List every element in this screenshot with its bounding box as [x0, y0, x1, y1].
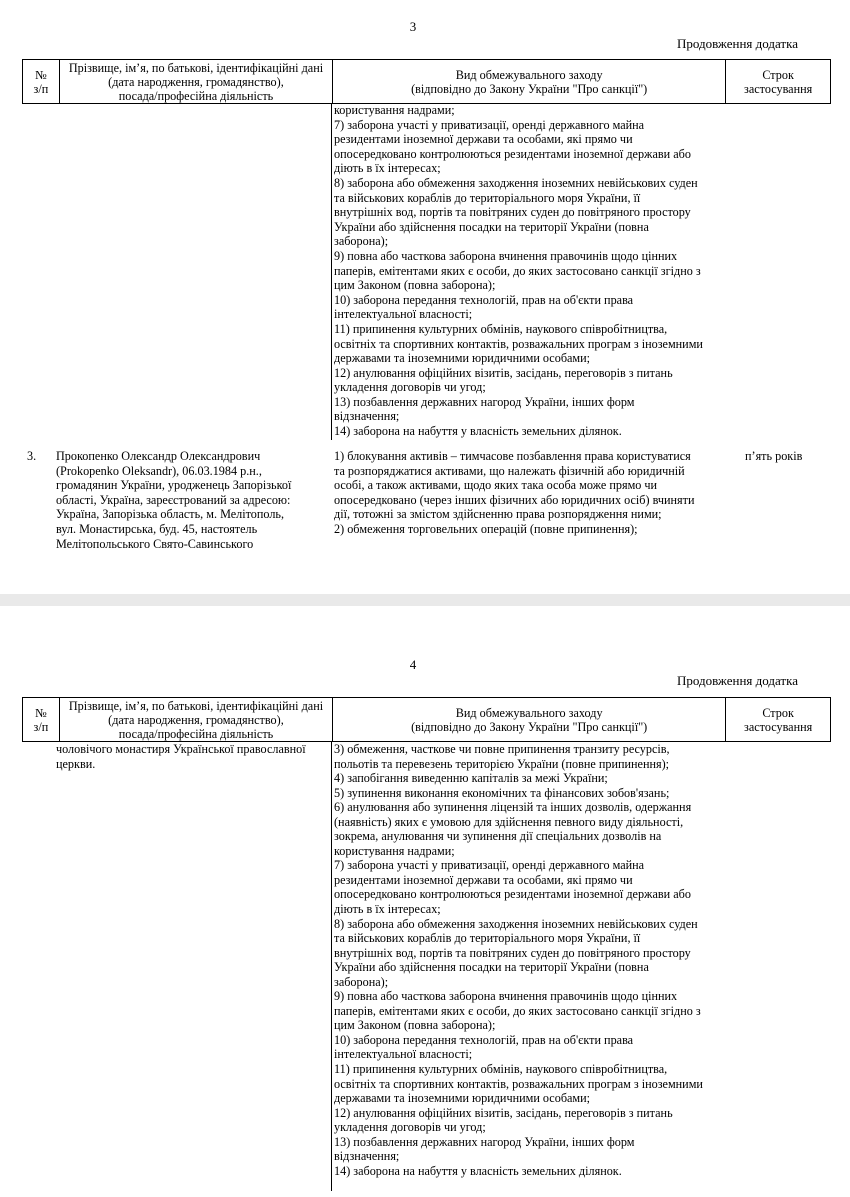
- entry-sanctions: 1) блокування активів – тимчасове позбавлення права користуватися та розпоряджатися активами, що належать фізичній або юридичній особі, а також активами, щодо яких така особа може прямо чи опосередковано (через інших фізичних або юридичних осіб) вчиняти дії, тотожні за змістом здійсненню права розпорядження ними; 2) обмеження торговельних операцій (повне припинення);: [334, 449, 695, 536]
- column-divider: [331, 741, 332, 1191]
- continuation-label: Продовження додатка: [677, 673, 798, 688]
- entry-term: п’ять років: [745, 449, 803, 463]
- continuation-label: Продовження додатка: [677, 36, 798, 51]
- header-name: Прізвище, ім’я, по батькові, ідентифікаційні дані (дата народження, громадянство), посада/професійна діяльність: [59, 698, 332, 742]
- header-term: Строк застосування: [726, 60, 831, 104]
- sanctions-list-continued: користування надрами; 7) заборона участі у приватизації, оренді державного майна резидентами іноземної держави та особами, які прямо чи опосередковано контролюються резидентами іноземної держави або діють в їх інтересах; 8) заборона або обмеження заходження іноземних невійськових суден та військових кораблів до територіального моря України, її внутрішніх вод, портів та повітряних суден до повітряного простору України або здійснення посадки на території України (повна заборона); 9) повна або часткова заборона вчинення правочинів щодо цінних паперів, емітентами яких є особи, до яких застосовано санкції згідно з цим Законом (повна заборона); 10) заборона передання технологій, прав на об'єкти права інтелектуальної власності; 11) припинення культурних обмінів, наукового співробітництва, освітніх та спортивних контактів, розважальних програм з іноземними державами та іноземними юридичними особами; 12) анулювання офіційних візитів, засідань, переговорів з питань укладення договорів чи угод; 13) позбавлення державних нагород України, інших форм відзначення; 14) заборона на набуття у власність земельних ділянок.: [334, 103, 703, 439]
- header-sanction-type: Вид обмежувального заходу (відповідно до Закону України "Про санкції"): [333, 60, 726, 104]
- sanctions-list-continued: 3) обмеження, часткове чи повне припинення транзиту ресурсів, польотів та перевезень територією України (повне припинення); 4) запобігання виведенню капіталів за межі України; 5) зупинення виконання економічних та фінансових зобов'язань; 6) анулювання або зупинення ліцензій та інших дозволів, одержання (наявність) яких є умовою для здійснення певного виду діяльності, зокрема, анулювання чи зупинення дії спеціальних дозволів на користування надрами; 7) заборона участі у приватизації, оренді державного майна резидентами іноземної держави та особами, які прямо чи опосередковано контролюються резидентами іноземної держави або діють в їх інтересах; 8) заборона або обмеження заходження іноземних невійськових суден та військових кораблів до територіального моря України, її внутрішніх вод, портів та повітряних суден до повітряного простору України або здійснення посадки на території України (повна заборона); 9) повна або часткова заборона вчинення правочинів щодо цінних паперів, емітентами яких є особи, до яких застосовано санкції згідно з цим Законом (повна заборона); 10) заборона передання технологій, прав на об'єкти права інтелектуальної власності; 11) припинення культурних обмінів, наукового співробітництва, освітніх та спортивних контактів, розважальних програм з іноземними державами та іноземними юридичними особами; 12) анулювання офіційних візитів, засідань, переговорів з питань укладення договорів чи угод; 13) позбавлення державних нагород України, інших форм відзначення; 14) заборона на набуття у власність земельних ділянок.: [334, 742, 703, 1178]
- entry-person-details-continued: чоловічого монастиря Української православної церкви.: [56, 742, 306, 771]
- document-page-3: [0, 0, 850, 594]
- page-number: 4: [409, 657, 417, 672]
- page-number: 3: [409, 19, 417, 34]
- header-name: Прізвище, ім’я, по батькові, ідентифікаційні дані (дата народження, громадянство), посада/професійна діяльність: [59, 60, 332, 104]
- table-header: [22, 59, 831, 104]
- document-page-4: [0, 606, 850, 1197]
- header-sanction-type: Вид обмежувального заходу (відповідно до Закону України "Про санкції"): [333, 698, 726, 742]
- header-num: № з/п: [23, 698, 60, 742]
- column-divider: [331, 103, 332, 440]
- page-separator: [0, 594, 850, 606]
- entry-number: 3.: [27, 449, 37, 463]
- header-term: Строк застосування: [726, 698, 831, 742]
- entry-person-details: Прокопенко Олександр Олександрович (Prokopenko Oleksandr), 06.03.1984 р.н., громадянин України, уродженець Запорізької області, Україна, зареєстрований за адресою: Україна, Запорізька область, м. Мелітополь, вул. Монастирська, буд. 45, настоятель Мелітопольського Свято-Савинського: [56, 449, 292, 551]
- table-header: [22, 697, 831, 742]
- header-num: № з/п: [23, 60, 60, 104]
